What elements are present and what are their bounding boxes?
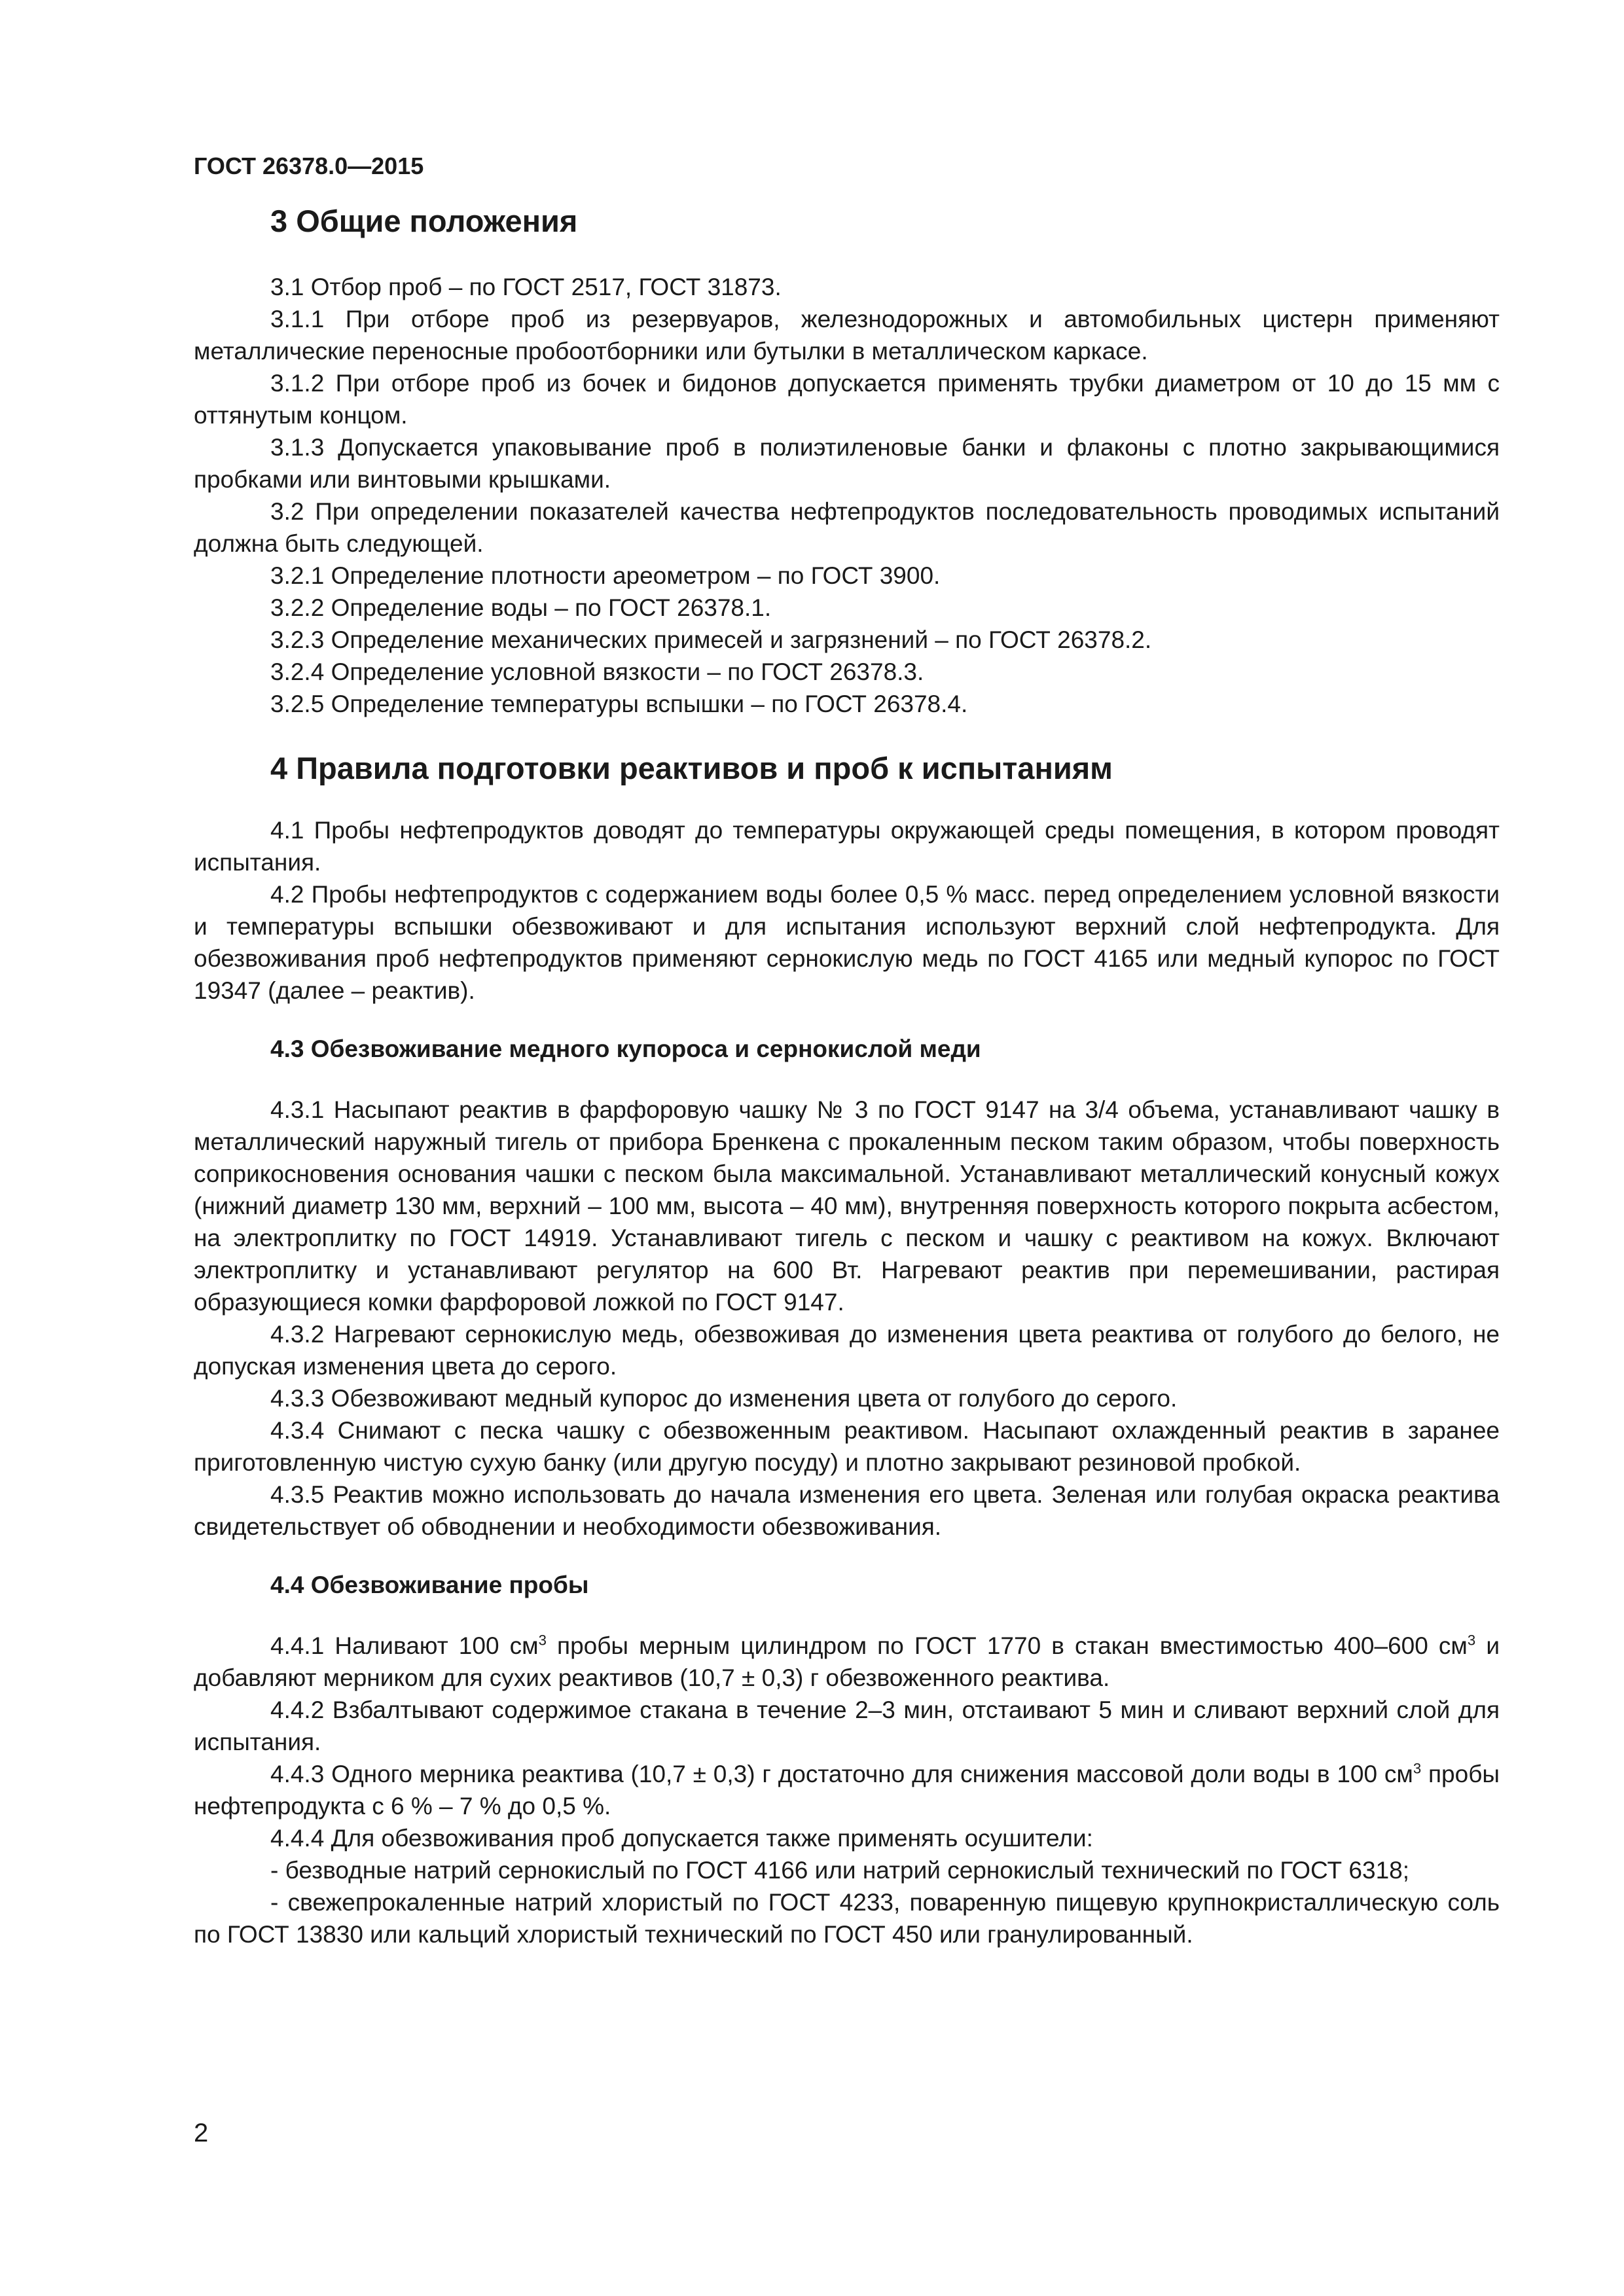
clause-4-1: 4.1 Пробы нефтепродуктов доводят до температуры окружающей среды помещения, в котором проводят испытания. — [194, 817, 1500, 876]
clause-4-4-1-text-a: 4.4.1 Наливают 100 см — [270, 1632, 539, 1659]
desiccant-list-item: - свежепрокаленные натрий хлористый по ГОСТ 4233, поваренную пищевую крупнокристаллическую соль по ГОСТ 13830 или кальций хлористый технический по ГОСТ 450 или гранулированный. — [194, 1889, 1500, 1948]
clause-4-3-1: 4.3.1 Насыпают реактив в фарфоровую чашку № 3 по ГОСТ 9147 на 3/4 объема, устанавливают чашку в металлический наружный тигель от прибора Бренкена с прокаленным песком таким образом, чтобы поверхность соприкосновения основания чашки с песком была максимальной. Устанавливают металлический конусный кожух (нижний диаметр 130 мм, верхний – 100 мм, высота – 40 мм), внутренняя поверхность которого покрыта асбестом, на электроплитку по ГОСТ 14919. Устанавливают тигель с песком и чашку с реактивом на кожух. Включают электроплитку и устанавливают регулятор на 600 Вт. Нагревают реактив при перемешивании, растирая образующиеся комки фарфоровой ложкой по ГОСТ 9147. — [194, 1096, 1500, 1316]
document-code: ГОСТ 26378.0—2015 — [194, 152, 424, 179]
clause-4-4-1-text-b: пробы мерным цилиндром по ГОСТ 1770 в стакан вместимостью 400–600 см — [546, 1632, 1468, 1659]
clause-4-3-5: 4.3.5 Реактив можно использовать до начала изменения его цвета. Зеленая или голубая окраска реактива свидетельствует об обводнении и необходимости обезвоживания. — [194, 1481, 1500, 1540]
clause-4-3-3: 4.3.3 Обезвоживают медный купорос до изменения цвета от голубого до серого. — [270, 1385, 1178, 1412]
clause-4-4-1-text-c: и добавляют мерником для сухих реактивов (10,7 ± 0,3) г обезвоженного реактива. — [194, 1632, 1500, 1691]
clause-3-1-2: 3.1.2 При отборе проб из бочек и бидонов допускается применять трубки диаметром от 10 до 15 мм с оттянутым концом. — [194, 370, 1500, 429]
subsection-4-4-title: 4.4 Обезвоживание пробы — [270, 1571, 589, 1598]
desiccant-list-item: - безводные натрий сернокислый по ГОСТ 4166 или натрий сернокислый технический по ГОСТ 6318; — [270, 1857, 1410, 1884]
clause-4-4-3-text-a: 4.4.3 Одного мерника реактива (10,7 ± 0,3) г достаточно для снижения массовой доли воды в 100 см — [270, 1761, 1413, 1787]
clause-3-2-1: 3.2.1 Определение плотности ареометром – по ГОСТ 3900. — [270, 562, 941, 589]
clause-4-4-3-text-b: пробы нефтепродукта с 6 % – 7 % до 0,5 %. — [194, 1761, 1500, 1820]
clause-3-1-3: 3.1.3 Допускается упаковывание проб в полиэтиленовые банки и флаконы с плотно закрывающимися пробками или винтовыми крышками. — [194, 434, 1500, 493]
clause-3-2-2: 3.2.2 Определение воды – по ГОСТ 26378.1. — [270, 594, 772, 621]
clause-4-4-2: 4.4.2 Взбалтывают содержимое стакана в течение 2–3 мин, отстаивают 5 мин и сливают верхний слой для испытания. — [194, 1696, 1500, 1755]
page-number: 2 — [194, 2119, 209, 2147]
clause-4-4-3 — [194, 1758, 1500, 1822]
clause-4-2: 4.2 Пробы нефтепродуктов с содержанием воды более 0,5 % масс. перед определением условной вязкости и температуры вспышки обезвоживают и для испытания используют верхний слой нефтепродукта. Для обезвоживания проб нефтепродуктов применяют сернокислую медь по ГОСТ 4165 или медный купорос по ГОСТ 19347 (далее – реактив). — [194, 881, 1500, 1004]
clause-4-3-4: 4.3.4 Снимают с песка чашку с обезвоженным реактивом. Насыпают охлажденный реактив в заранее приготовленную чистую сухую банку (или другую посуду) и плотно закрывают резиновой пробкой. — [194, 1417, 1500, 1476]
clause-3-2: 3.2 При определении показателей качества нефтепродуктов последовательность проводимых испытаний должна быть следующей. — [194, 498, 1500, 557]
clause-4-4-1 — [194, 1630, 1500, 1694]
superscript-3: 3 — [538, 1632, 547, 1649]
superscript-3: 3 — [1413, 1760, 1422, 1777]
section-3-title: 3 Общие положения — [270, 204, 578, 238]
clause-3-2-4: 3.2.4 Определение условной вязкости – по ГОСТ 26378.3. — [270, 658, 924, 685]
clause-3-1: 3.1 Отбор проб – по ГОСТ 2517, ГОСТ 31873. — [270, 274, 782, 300]
clause-3-2-5: 3.2.5 Определение температуры вспышки – по ГОСТ 26378.4. — [270, 691, 968, 717]
document-page — [194, 151, 1500, 1950]
clause-4-4-4: 4.4.4 Для обезвоживания проб допускается также применять осушители: — [270, 1825, 1093, 1852]
clause-4-3-2: 4.3.2 Нагревают сернокислую медь, обезвоживая до изменения цвета реактива от голубого до белого, не допуская изменения цвета до серого. — [194, 1321, 1500, 1380]
subsection-4-3-title: 4.3 Обезвоживание медного купороса и сернокислой меди — [270, 1035, 981, 1062]
clause-3-2-3: 3.2.3 Определение механических примесей и загрязнений – по ГОСТ 26378.2. — [270, 626, 1152, 653]
superscript-3: 3 — [1467, 1632, 1476, 1649]
section-4-title: 4 Правила подготовки реактивов и проб к испытаниям — [270, 751, 1113, 785]
clause-3-1-1: 3.1.1 При отборе проб из резервуаров, железнодорожных и автомобильных цистерн применяют металлические переносные пробоотборники или бутылки в металлическом каркасе. — [194, 306, 1500, 365]
